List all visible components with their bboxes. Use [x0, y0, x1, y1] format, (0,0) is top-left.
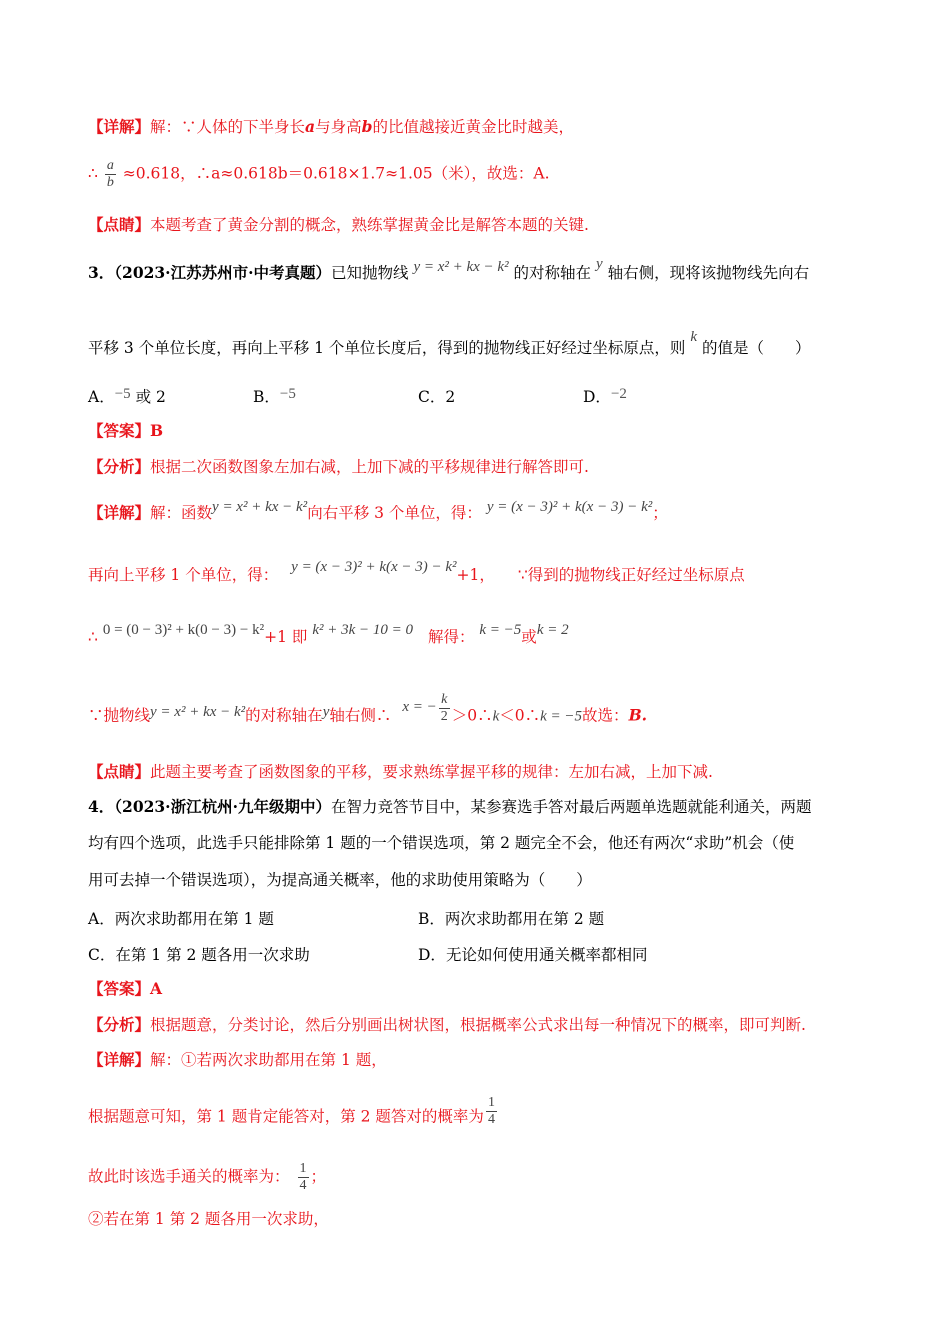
q2-detail-line: 【详解】解：∵人体的下半身长a与身高b的比值越接近黄金比时越美， — [88, 117, 574, 136]
q3-option-b[interactable]: B．−5 — [253, 386, 296, 406]
q4-answer: 【答案】A — [88, 979, 163, 998]
question-number: 3． — [88, 263, 115, 282]
fraction-one-quarter: $\frac{1}{4}$ — [487, 1095, 495, 1127]
parabola-formula: y = x² + kx − k² — [413, 259, 509, 275]
q3-option-a[interactable]: A．−5 或 2 — [88, 386, 166, 406]
q4-option-a[interactable]: A．两次求助都用在第 1 题 — [88, 910, 274, 928]
q4-stem-line3: 用可去掉一个错误选项），为提高通关概率，他的求助使用策略为（ ） — [88, 871, 592, 889]
q4-option-c[interactable]: C．在第 1 第 2 题各用一次求助 — [88, 946, 310, 964]
q3-analysis: 【分析】根据二次函数图象左加右减，上加下减的平移规律进行解答即可. — [88, 457, 589, 476]
q4-option-d[interactable]: D．无论如何使用通关概率都相同 — [418, 946, 648, 964]
q3-detail-line2: 再向上平移 1 个单位，得： y = (x − 3)² + k(x − 3) − k²+1， ∵得到的抛物线正好经过坐标原点 — [88, 559, 745, 584]
q3-detail-line3: ∴ 0 = (0 − 3)² + k(0 − 3) − k²+1 即 k² + 3k − 10 = 0 解得： k = −5或k = 2 — [88, 622, 569, 646]
q4-detail-line4: ②若在第 1 第 2 题各用一次求助， — [88, 1210, 329, 1228]
q4-detail-line3: 故此时该选手通关的概率为： $\frac{1}{4}$ ； — [88, 1161, 327, 1193]
q3-stem-line2: 平移 3 个单位长度，再向上平移 1 个单位长度后，得到的抛物线正好经过坐标原点，则 k 的值是（ ） — [88, 329, 811, 357]
q4-stem-line1: 4．（2023·浙江杭州·九年级期中）在智力竞答节目中，某参赛选手答对最后两题单选题就能利通关，两题 — [88, 797, 812, 816]
q3-answer: 【答案】B — [88, 421, 164, 440]
fraction-a-over-b: $\frac{a}{b}$ — [106, 158, 114, 190]
detail-label: 【详解】 — [88, 117, 151, 136]
q3-option-c[interactable]: C．2 — [418, 388, 456, 406]
fraction-k-over-2: $\frac{k}{2}$ — [440, 692, 448, 724]
q3-option-d[interactable]: D．−2 — [583, 386, 627, 406]
q3-stem-line1: 3．（2023·江苏苏州市·中考真题）已知抛物线 y = x² + kx − k² 的对称轴在 y 轴右侧，现将该抛物线先向右 — [88, 256, 810, 282]
fraction-one-quarter-2: $\frac{1}{4}$ — [299, 1161, 307, 1193]
q4-detail-line2: 根据题意可知，第 1 题肯定能答对，第 2 题答对的概率为 $\frac{1}{4}$ — [88, 1095, 495, 1127]
q2-hint-line: 【点睛】本题考查了黄金分割的概念，熟练掌握黄金比是解答本题的关键. — [88, 215, 589, 234]
q2-calc-line: ∴ $\frac{a}{b}$ ≈0.618，∴a≈0.618b＝0.618×1.7≈1.05（米），故选：A. — [88, 158, 550, 190]
q3-detail-line4: ∵抛物线y = x² + kx − k²的对称轴在y轴右侧∴ x = − $\frac{k}{2}$ ＞0∴k＜0∴k = −5故选：B. — [88, 692, 648, 725]
q4-detail-line1: 【详解】解：①若两次求助都用在第 1 题， — [88, 1050, 387, 1069]
q3-detail-line1: 【详解】解：函数y = x² + kx − k²向右平移 3 个单位，得： y = (x − 3)² + k(x − 3) − k²； — [88, 499, 668, 522]
q4-option-b[interactable]: B．两次求助都用在第 2 题 — [418, 910, 605, 928]
q4-stem-line2: 均有四个选项，此选手只能排除第 1 题的一个错误选项，第 2 题完全不会，他还有两次“求助”机会（使 — [88, 834, 795, 852]
q3-hint: 【点睛】此题主要考查了函数图象的平移，要求熟练掌握平移的规律：左加右减，上加下减. — [88, 762, 713, 781]
q4-analysis: 【分析】根据题意，分类讨论，然后分别画出树状图，根据概率公式求出每一种情况下的概率，即可判断. — [88, 1015, 806, 1034]
question-source: （2023·江苏苏州市·中考真题） — [114, 263, 331, 282]
